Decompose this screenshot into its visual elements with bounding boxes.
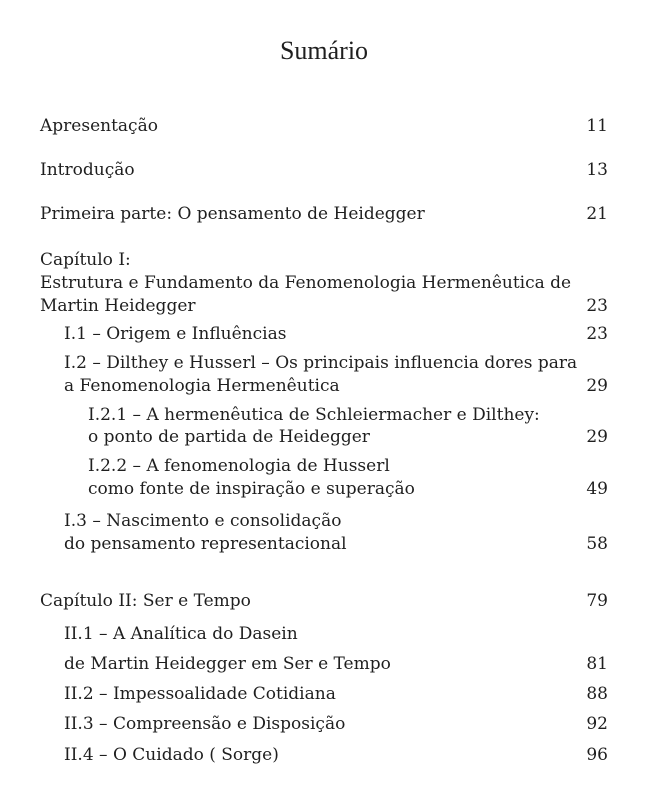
toc-line-apresentacao bbox=[40, 114, 608, 138]
toc-page-number: 23 bbox=[586, 324, 608, 344]
toc-line-i-3-cont bbox=[40, 532, 608, 556]
toc-page-number: 11 bbox=[586, 116, 608, 136]
toc-page-number: 13 bbox=[586, 160, 608, 180]
toc-line-capitulo-1-title bbox=[40, 271, 608, 295]
toc-label: o ponto de partida de Heidegger bbox=[88, 427, 370, 447]
toc-line-ii-3 bbox=[40, 712, 608, 736]
page-title: Sumário bbox=[279, 36, 369, 65]
toc-label: Capítulo II: Ser e Tempo bbox=[40, 591, 251, 611]
toc-label: Primeira parte: O pensamento de Heidegger bbox=[40, 204, 425, 224]
toc-line-i-2 bbox=[40, 351, 608, 375]
toc-label: II.2 – Impessoalidade Cotidiana bbox=[64, 684, 336, 704]
toc-label: de Martin Heidegger em Ser e Tempo bbox=[64, 654, 391, 674]
toc-line-introducao bbox=[40, 158, 608, 182]
toc-page-number: 92 bbox=[586, 714, 608, 734]
toc-line-capitulo-1-title-cont bbox=[40, 294, 608, 318]
toc-label: II.3 – Compreensão e Disposição bbox=[64, 714, 346, 734]
toc-page-number: 23 bbox=[586, 296, 608, 316]
toc-line-capitulo-1-heading bbox=[40, 248, 608, 272]
toc-page-number: 88 bbox=[586, 684, 608, 704]
toc-page-number: 49 bbox=[586, 479, 608, 499]
toc-label: I.1 – Origem e Influências bbox=[64, 324, 287, 344]
toc-label: como fonte de inspiração e superação bbox=[88, 479, 415, 499]
toc-page-number: 58 bbox=[586, 534, 608, 554]
toc-label: I.2.1 – A hermenêutica de Schleiermacher e Dilthey: bbox=[88, 405, 540, 425]
toc-line-ii-2 bbox=[40, 682, 608, 706]
toc-line-capitulo-2 bbox=[40, 589, 608, 613]
toc-page-number: 81 bbox=[586, 654, 608, 674]
toc-line-i-1 bbox=[40, 322, 608, 346]
toc-line-i-3 bbox=[40, 509, 608, 533]
toc-label: do pensamento representacional bbox=[64, 534, 347, 554]
toc-line-ii-4 bbox=[40, 743, 608, 767]
toc-label: Introdução bbox=[40, 160, 135, 180]
toc-label: a Fenomenologia Hermenêutica bbox=[64, 376, 340, 396]
toc-page-number: 79 bbox=[586, 591, 608, 611]
toc-label: I.2.2 – A fenomenologia de Husserl bbox=[88, 456, 390, 476]
toc-page-number: 21 bbox=[586, 204, 608, 224]
toc-line-i-2-1-cont bbox=[40, 425, 608, 449]
toc-line-primeira-parte bbox=[40, 202, 608, 226]
toc-label: Capítulo I: bbox=[40, 250, 131, 270]
toc-label: Martin Heidegger bbox=[40, 296, 196, 316]
toc-line-i-2-1 bbox=[40, 403, 608, 427]
toc-label: I.3 – Nascimento e consolidação bbox=[64, 511, 342, 531]
toc-label: Apresentação bbox=[40, 116, 158, 136]
toc-label: II.1 – A Analítica do Dasein bbox=[64, 624, 298, 644]
toc-page-number: 29 bbox=[586, 427, 608, 447]
toc-line-i-2-cont bbox=[40, 374, 608, 398]
toc-page-number: 96 bbox=[586, 745, 608, 765]
toc-label: I.2 – Dilthey e Husserl – Os principais influencia dores para bbox=[64, 353, 578, 373]
toc-page-number: 29 bbox=[586, 376, 608, 396]
toc-line-i-2-2-cont bbox=[40, 477, 608, 501]
toc-line-i-2-2 bbox=[40, 454, 608, 478]
toc-line-ii-1-cont bbox=[40, 652, 608, 676]
toc-line-ii-1 bbox=[40, 622, 608, 646]
toc-label: Estrutura e Fundamento da Fenomenologia Hermenêutica de bbox=[40, 273, 572, 293]
toc-label: II.4 – O Cuidado ( Sorge) bbox=[64, 745, 279, 765]
